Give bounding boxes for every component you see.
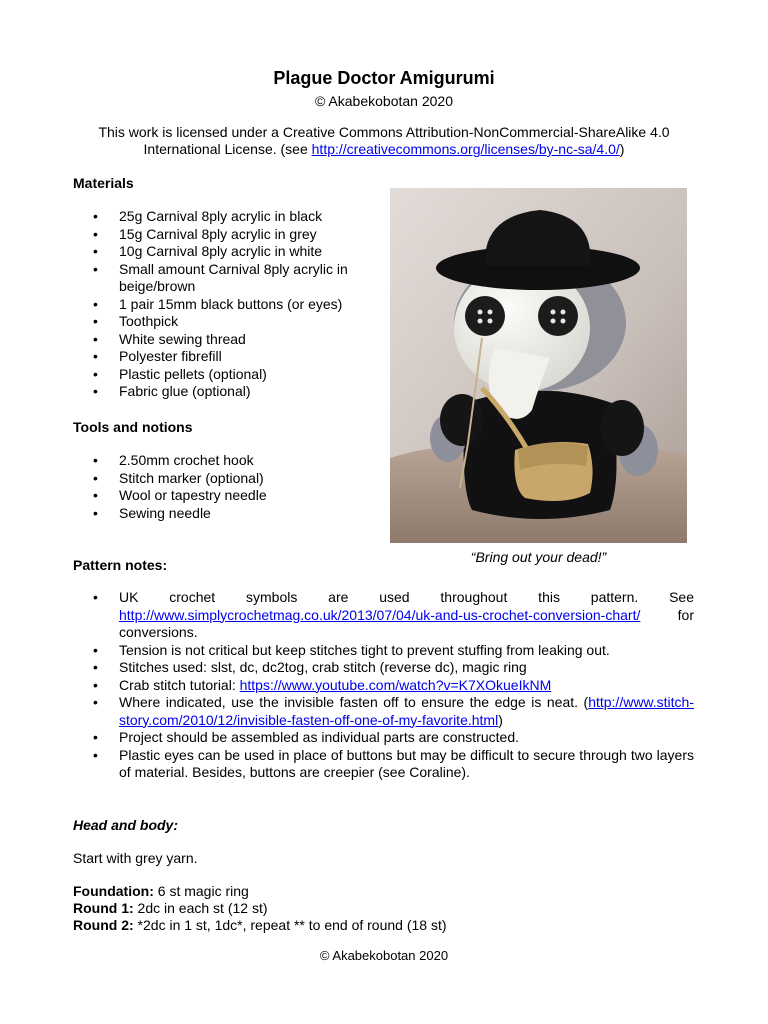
list-item: • Fabric glue (optional): [73, 383, 383, 401]
note-text: for conversions.: [119, 606, 694, 640]
list-item: • Plastic pellets (optional): [73, 366, 383, 384]
list-item: • Project should be assembled as individual parts are constructed.: [73, 729, 694, 747]
list-item: • 25g Carnival 8ply acrylic in black: [73, 208, 383, 226]
list-item: • Stitches used: slst, dc, dc2tog, crab stitch (reverse dc), magic ring: [73, 659, 694, 677]
list-item: • Stitch marker (optional): [73, 470, 383, 488]
license-text: This work is licensed under a Creative Commons Attribution-NonCommercial-ShareAlike 4.0 International License. (see: [98, 124, 670, 157]
note-text: ): [498, 711, 503, 728]
list-item: • White sewing thread: [73, 331, 383, 349]
license-link[interactable]: http://creativecommons.org/licenses/by-nc-sa/4.0/: [311, 141, 620, 157]
list-item: [73, 677, 694, 695]
round2-label: Round 2:: [73, 917, 134, 933]
list-item: • 15g Carnival 8ply acrylic in grey: [73, 226, 383, 244]
license-close: ): [619, 141, 625, 157]
foundation-text: 6 st magic ring: [153, 883, 249, 899]
tools-heading: Tools and notions: [73, 419, 193, 435]
round2-line: [73, 917, 447, 933]
list-item: • Plastic eyes can be used in place of buttons but may be difficult to secure through two layers of material. Besides, buttons are creepier (see Coraline).: [73, 747, 694, 782]
round1-text: 2dc in each st (12 st): [133, 900, 268, 916]
list-item: • 10g Carnival 8ply acrylic in white: [73, 243, 383, 261]
conversion-chart-link[interactable]: http://www.simplycrochetmag.co.uk/2013/07/04/uk-and-us-crochet-conversion-chart/: [119, 606, 641, 623]
list-item: • Toothpick: [73, 313, 383, 331]
materials-heading: Materials: [73, 175, 134, 191]
copyright-line: © Akabekobotan 2020: [315, 93, 453, 109]
list-item: • Tension is not critical but keep stitches tight to prevent stuffing from leaking out.: [73, 642, 694, 660]
list-item: • Small amount Carnival 8ply acrylic in beige/brown: [73, 261, 383, 296]
photo-caption: “Bring out your dead!”: [470, 549, 607, 565]
list-item: • 2.50mm crochet hook: [73, 452, 383, 470]
materials-list: [73, 208, 383, 401]
document-title: Plague Doctor Amigurumi: [273, 68, 495, 88]
head-body-intro: Start with grey yarn.: [73, 850, 198, 866]
head-body-heading: Head and body:: [73, 817, 179, 833]
invisible-fasten-off-link[interactable]: http://www.stitch-story.com/2010/12/invisible-fasten-off-one-of-my-favorite.html: [119, 694, 694, 728]
amigurumi-photo: [390, 188, 687, 543]
pattern-notes-heading: Pattern notes:: [73, 557, 168, 573]
foundation-label: Foundation:: [73, 883, 154, 899]
note-text: UK crochet symbols are used throughout this pattern. See: [119, 589, 694, 605]
list-item: • Sewing needle: [73, 505, 383, 523]
list-item: [73, 589, 694, 642]
round2-text: *2dc in 1 st, 1dc*, repeat ** to end of round (18 st): [133, 917, 447, 933]
round1-label: Round 1:: [73, 900, 134, 916]
pattern-notes-list: [73, 589, 694, 782]
footer-copyright: © Akabekobotan 2020: [319, 948, 449, 963]
license-paragraph: [60, 124, 708, 158]
note-text: Crab stitch tutorial:: [119, 676, 240, 693]
note-text: Where indicated, use the invisible fasten off to ensure the edge is neat. (: [119, 694, 589, 710]
list-item: [73, 694, 694, 729]
list-item: • Polyester fibrefill: [73, 348, 383, 366]
foundation-line: [73, 883, 249, 899]
tools-list: [73, 452, 383, 522]
list-item: • Wool or tapestry needle: [73, 487, 383, 505]
list-item: • 1 pair 15mm black buttons (or eyes): [73, 296, 383, 314]
crab-stitch-tutorial-link[interactable]: https://www.youtube.com/watch?v=K7XOkueIkNM: [239, 676, 552, 693]
round1-line: [73, 900, 268, 916]
